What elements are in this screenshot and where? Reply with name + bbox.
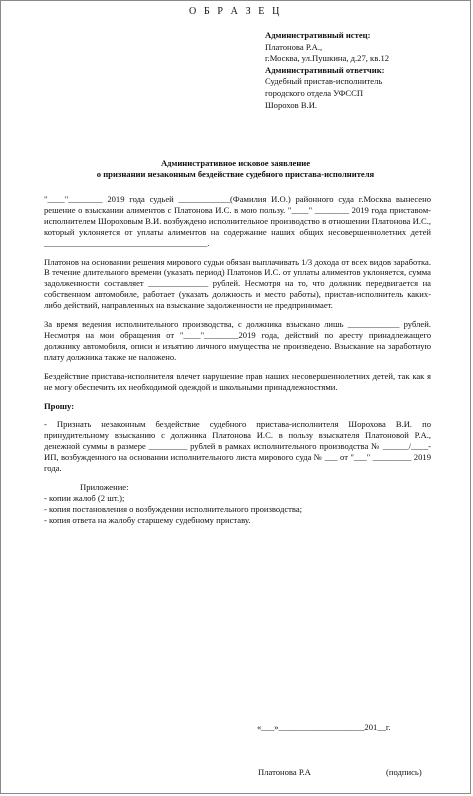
attachment-item: - копии жалоб (2 шт.); bbox=[44, 492, 125, 503]
signature-label: (подпись) bbox=[386, 767, 422, 777]
request-heading: Прошу: bbox=[44, 400, 75, 411]
paragraph-4: Бездействие пристава-исполнителя влечет нарушение прав наших несовершеннолетних детей, так как я не могу обеспечить их необходимой одеждой и школьными принадлежностями. bbox=[44, 370, 431, 392]
plaintiff-name: Платонова Р.А., bbox=[265, 41, 323, 52]
defendant-line-1: Судебный пристав-исполнитель bbox=[265, 76, 383, 87]
paragraph-3: За время ведения исполнительного производства, с должника взыскано лишь ____________ рублей. Несмотря на мои обращения от "____"________2019 года, действий по аресту принадлежащего должнику автомобиля, описи и изъятию личного имущества не произведено. Взыскание на заработную плату должника также не наложено. bbox=[44, 319, 431, 362]
date-line: «___»____________________201__г. bbox=[257, 722, 391, 732]
attachment-item: - копия постановления о возбуждении исполнительного производства; bbox=[44, 503, 303, 514]
defendant-line-3: Шорохов В.И. bbox=[265, 99, 318, 110]
attachments-heading: Приложение: bbox=[80, 481, 129, 492]
plaintiff-address: г.Москва, ул.Пушкина, д.27, кв.12 bbox=[265, 53, 390, 64]
title-line-1: Административное исковое заявление bbox=[160, 158, 311, 168]
plaintiff-label: Административный истец: bbox=[265, 30, 371, 40]
defendant-line-2: городского отдела УФССП bbox=[265, 87, 364, 98]
paragraph-1: "____"________ 2019 года судьей ____________(Фамилия И.О.) районного суда г.Москва вынесено решение о взыскании алиментов с Платонова И.С. в мою пользу. "____" ________ 2019 года приставом-исполнителем Шороховым В.И. возбуждено исполнительное производство в отношении Платонова И.С., который уклоняется от уплаты алиментов на содержание наших общих несовершеннолетних детей ______________________________________. bbox=[44, 194, 431, 248]
document-title bbox=[1, 158, 470, 180]
document-body bbox=[44, 194, 431, 526]
request-text: - Признать незаконным бездействие судебного пристава-исполнителя Шорохова В.И. по принудительному взысканию с должника Платонова И.С. в пользу взыскателя Платоновой Р.А., денежной суммы в размере _________ рублей в рамках исполнительного производства № ______/____-ИП, возбужденного на основании исполнительного листа мирового суда № ___ от "___" _________ 2019 года. bbox=[44, 419, 431, 474]
defendant-label: Административный ответчик: bbox=[265, 64, 385, 75]
paragraph-2: Платонов на основании решения мирового судьи обязан выплачивать 1/3 дохода от всех видов заработка. В течение длительного времени (указать период) Платонов И.С. от уплаты алиментов уклоняется, сумма задолженности составляет ______________ рублей. Несмотря на то, что должник передвигается на собственном автомобиле, работает (указать должность и место работы), пристав-исполнитель каких-либо действий, направленных на взыскание задолженности не предпринимает. bbox=[44, 256, 431, 311]
title-line-2: о признании незаконным бездействие судебного пристава-исполнителя bbox=[96, 169, 375, 179]
parties-block bbox=[265, 30, 389, 111]
attachment-item: - копия ответа на жалобу старшему судебному приставу. bbox=[44, 514, 251, 525]
sample-heading: О Б Р А З Е Ц bbox=[189, 6, 282, 17]
signer-name: Платонова Р.А bbox=[258, 767, 311, 777]
